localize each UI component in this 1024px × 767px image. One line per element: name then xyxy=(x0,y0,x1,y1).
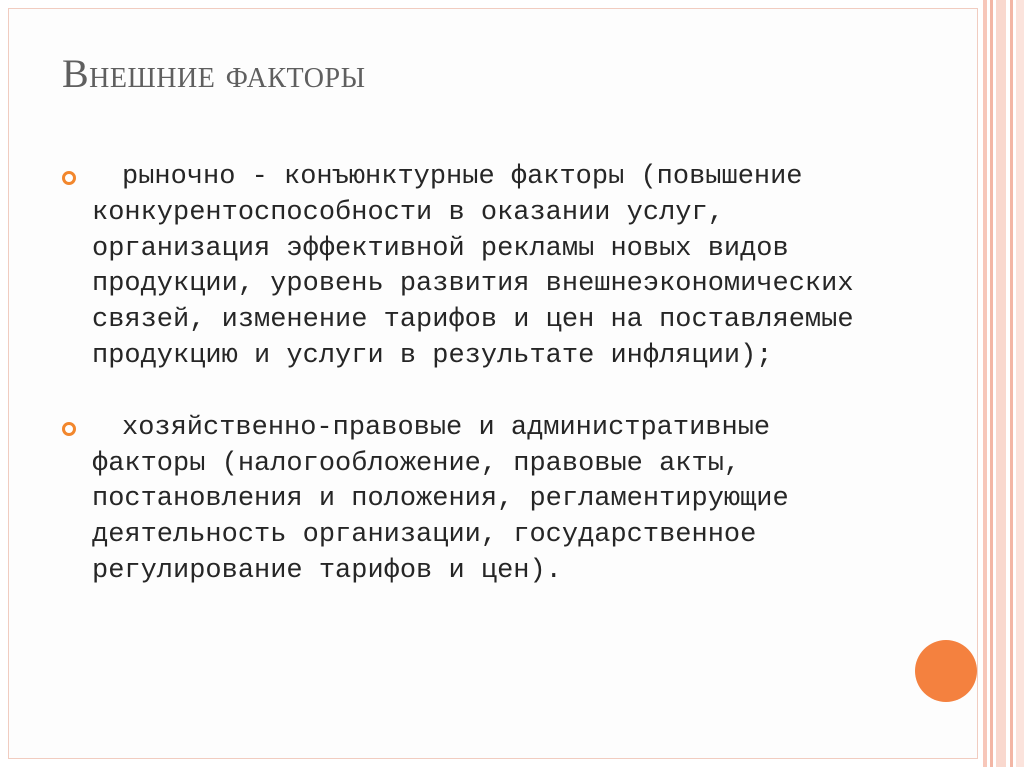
slide-title: Внешние факторы xyxy=(62,51,366,96)
bullet-text: рыночно - конъюнктурные факторы (повышение конкурентоспособности в оказании услуг, организация эффективной рекламы новых видов продукции, уровень развития внешнеэкономических связей, изменение тарифов и цен на поставляемые продукцию и услуги в результате инфляции); xyxy=(92,162,854,371)
bullet-item-legal-factors xyxy=(62,411,892,590)
decorative-stripe xyxy=(1016,0,1024,767)
decorative-stripe xyxy=(983,0,987,767)
decorative-circle-icon xyxy=(915,640,977,702)
decorative-stripe xyxy=(990,0,993,767)
bullet-text: хозяйственно-правовые и административные факторы (налогообложение, правовые акты, постановления и положения, регламентирующие деятельность организации, государственное регулирование тарифов и цен). xyxy=(92,412,789,586)
bullet-list xyxy=(62,160,892,626)
decorative-stripe xyxy=(1010,0,1013,767)
bullet-ring-icon xyxy=(62,171,76,185)
decorative-stripe xyxy=(996,0,1006,767)
bullet-ring-icon xyxy=(62,422,76,436)
bullet-item-market-factors xyxy=(62,160,892,375)
